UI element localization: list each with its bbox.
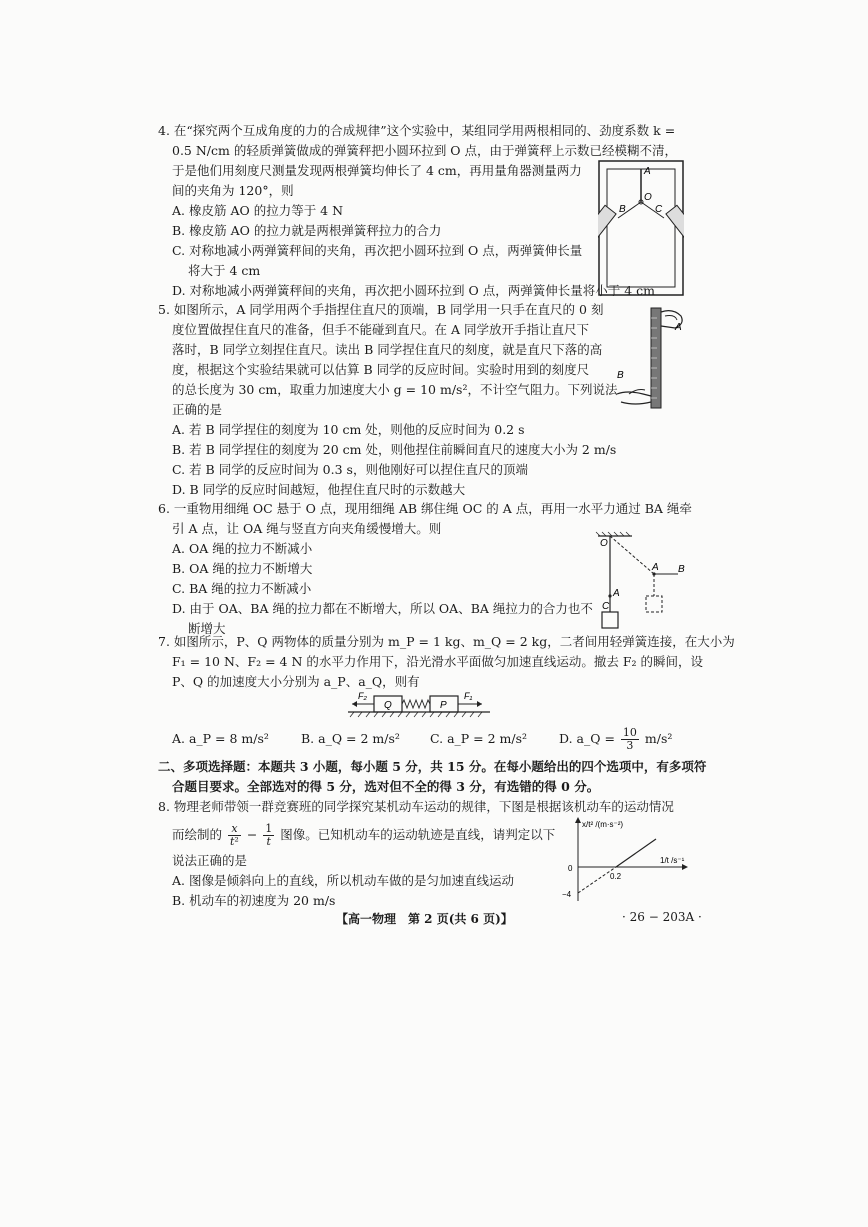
q5-option-d: D. B 同学的反应时间越短，他捏住直尺时的示数越大: [172, 482, 466, 497]
q8-frac-x-t2: $\frac{x}{\text{t²}}$: [230, 822, 239, 848]
q8-line2-suffix: 图像。已知机动车的运动轨迹是直线，请判定以下: [280, 827, 556, 842]
q7-line3: P、Q 的加速度大小分别为 a_P、a_Q，则有: [172, 674, 420, 689]
q7-line2: F₁ = 10 N、F₂ = 4 N 的水平力作用下，沿光滑水平面做匀加速直线运动。撤去 F₂ 的瞬间，设: [172, 654, 703, 669]
page-footer-code: · 26 − 203A ·: [622, 910, 702, 924]
q4-fig-label-a: A: [644, 166, 651, 177]
q7-fig-label-f2: F₂: [358, 691, 367, 701]
q7-figure-blocks-spring: [348, 688, 490, 718]
q5-line2: 度位置做捏住直尺的准备，但手不能碰到直尺。在 A 同学放开手指让直尺下: [172, 322, 589, 337]
q6-fig-label-o: O: [600, 538, 608, 549]
q4-fig-label-b: B: [619, 204, 626, 215]
q8-option-a: A. 图像是倾斜向上的直线，所以机动车做的是匀加速直线运动: [172, 873, 514, 888]
q5-line6: 正确的是: [172, 402, 223, 417]
q5-option-b: B. 若 B 同学捏住的刻度为 20 cm 处，则他捏住前瞬间直尺的速度大小为 2 m/s: [172, 442, 617, 457]
section2-heading-cont: 合题目要求。全部选对的得 5 分，选对但不全的得 3 分，有选错的得 0 分。: [172, 779, 600, 794]
q5-option-a: A. 若 B 同学捏住的刻度为 10 cm 处，则他的反应时间为 0.2 s: [172, 422, 525, 437]
q6-fig-label-b: B: [678, 564, 685, 575]
q6-fig-label-a1: A: [613, 588, 620, 599]
q8-fig-xlabel: 1/t /s⁻¹: [660, 856, 685, 865]
section2-heading: 二、多项选择题：本题共 3 小题，每小题 5 分，共 15 分。在每小题给出的四个选项中，有多项符: [158, 759, 707, 774]
q7-option-d-denominator: 3: [626, 739, 634, 752]
q4-figure-spring-scales: [598, 160, 684, 296]
q6-figure-hanging-weight: [592, 530, 692, 634]
q5-fig-label-a: A: [675, 322, 682, 333]
q7-option-b: B. a_Q = 2 m/s²: [301, 731, 400, 746]
q4-line3: 于是他们用刻度尺测量发现两根弹簧均伸长了 4 cm，再用量角器测量两力: [172, 163, 582, 178]
q6-fig-label-c: C: [602, 601, 610, 612]
q7-option-d-unit: m/s²: [644, 731, 673, 746]
q7-line1: 7. 如图所示，P、Q 两物体的质量分别为 m_P = 1 kg、m_Q = 2 kg，二者间用轻弹簧连接，在大小为: [158, 634, 735, 649]
q8-line2: 而绘制的 $\frac{x}{\text{t²}}$ − $\frac{1}{t}$ 图像。已知机动车的运动轨迹是直线，请判定以下: [172, 822, 556, 848]
q7-option-d-fraction: [621, 727, 639, 752]
q6-option-a: A. OA 绳的拉力不断减小: [172, 541, 313, 556]
q7-option-a: A. a_P = 8 m/s²: [172, 731, 269, 746]
q4-line1: 4. 在“探究两个互成角度的力的合成规律”这个实验中，某组同学用两根相同的、劲度系数 k =: [158, 123, 676, 138]
q4-option-a: A. 橡皮筋 AO 的拉力等于 4 N: [172, 203, 344, 218]
q4-option-d: D. 对称地减小两弹簧秤间的夹角，再次把小圆环拉到 O 点，两弹簧伸长量将小于 4 cm: [172, 283, 655, 298]
q4-fig-label-o: O: [644, 192, 652, 203]
q8-fig-x-tick: 0.2: [610, 872, 622, 881]
q7-fig-label-p: P: [440, 700, 447, 711]
q4-fig-label-c: C: [655, 204, 663, 215]
q8-option-b: B. 机动车的初速度为 20 m/s: [172, 893, 336, 908]
q6-option-c: C. BA 绳的拉力不断减小: [172, 581, 312, 596]
q6-option-b: B. OA 绳的拉力不断增大: [172, 561, 313, 576]
q8-fig-origin: 0: [568, 864, 573, 873]
q8-line2-prefix: 而绘制的: [172, 827, 223, 842]
q6-option-d: D. 由于 OA、BA 绳的拉力都在不断增大，所以 OA、BA 绳拉力的合力也不: [172, 601, 593, 616]
q4-option-c: C. 对称地减小两弹簧秤间的夹角，再次把小圆环拉到 O 点，两弹簧伸长量: [172, 243, 583, 258]
page-footer-center: 【高一物理 第 2 页(共 6 页)】: [336, 912, 513, 926]
q5-line4: 度，根据这个实验结果就可以估算 B 同学的反应时间。实验时用到的刻度尺: [172, 362, 590, 377]
q8-frac-1-t: $\frac{1}{t}$: [265, 822, 273, 848]
q8-line3: 说法正确的是: [172, 853, 248, 868]
q7-option-d: [559, 722, 672, 756]
q5-option-c: C. 若 B 同学的反应时间为 0.3 s，则他刚好可以捏住直尺的顶端: [172, 462, 528, 477]
q7-option-c: C. a_P = 2 m/s²: [430, 731, 528, 746]
q5-figure-ruler: [615, 302, 687, 410]
q4-line2: 0.5 N/cm 的轻质弹簧做成的弹簧秤把小圆环拉到 O 点，由于弹簧秤上示数已经模糊不清，: [172, 143, 678, 158]
q7-option-d-numerator: 10: [622, 726, 637, 739]
q4-line4: 间的夹角为 120°，则: [172, 183, 294, 198]
q8-fig-ylabel: x/t² /(m·s⁻²): [582, 820, 624, 829]
q5-line3: 落时，B 同学立刻捏住直尺。读出 B 同学捏住直尺的刻度，就是直尺下落的高: [172, 342, 603, 357]
q5-line1: 5. 如图所示，A 同学用两个手指捏住直尺的顶端，B 同学用一只手在直尺的 0 刻: [158, 302, 604, 317]
q7-fig-label-f1: F₁: [464, 691, 473, 701]
q4-option-b: B. 橡皮筋 AO 的拉力就是两根弹簧秤拉力的合力: [172, 223, 442, 238]
q8-figure-graph: [560, 815, 690, 905]
q8-line1: 8. 物理老师带领一群竞赛班的同学探究某机动车运动的规律，下图是根据该机动车的运动情况: [158, 799, 674, 814]
q7-option-d-prefix: D. a_Q =: [559, 731, 615, 746]
q4-option-c-cont: 将大于 4 cm: [188, 263, 261, 278]
q6-option-d-cont: 断增大: [188, 621, 226, 636]
q6-fig-label-a2: A: [652, 562, 659, 573]
q7-fig-label-q: Q: [384, 700, 392, 711]
q5-fig-label-b: B: [617, 370, 624, 381]
q8-fig-y-tick: −4: [562, 890, 572, 899]
q6-line2: 引 A 点，让 OA 绳与竖直方向夹角缓慢增大。则: [172, 521, 442, 536]
q6-line1: 6. 一重物用细绳 OC 悬于 O 点，现用细绳 AB 绑住绳 OC 的 A 点，再用一水平力通过 BA 绳牵: [158, 501, 692, 516]
q5-line5: 的总长度为 30 cm，取重力加速度大小 g = 10 m/s²，不计空气阻力。下列说法: [172, 382, 618, 397]
